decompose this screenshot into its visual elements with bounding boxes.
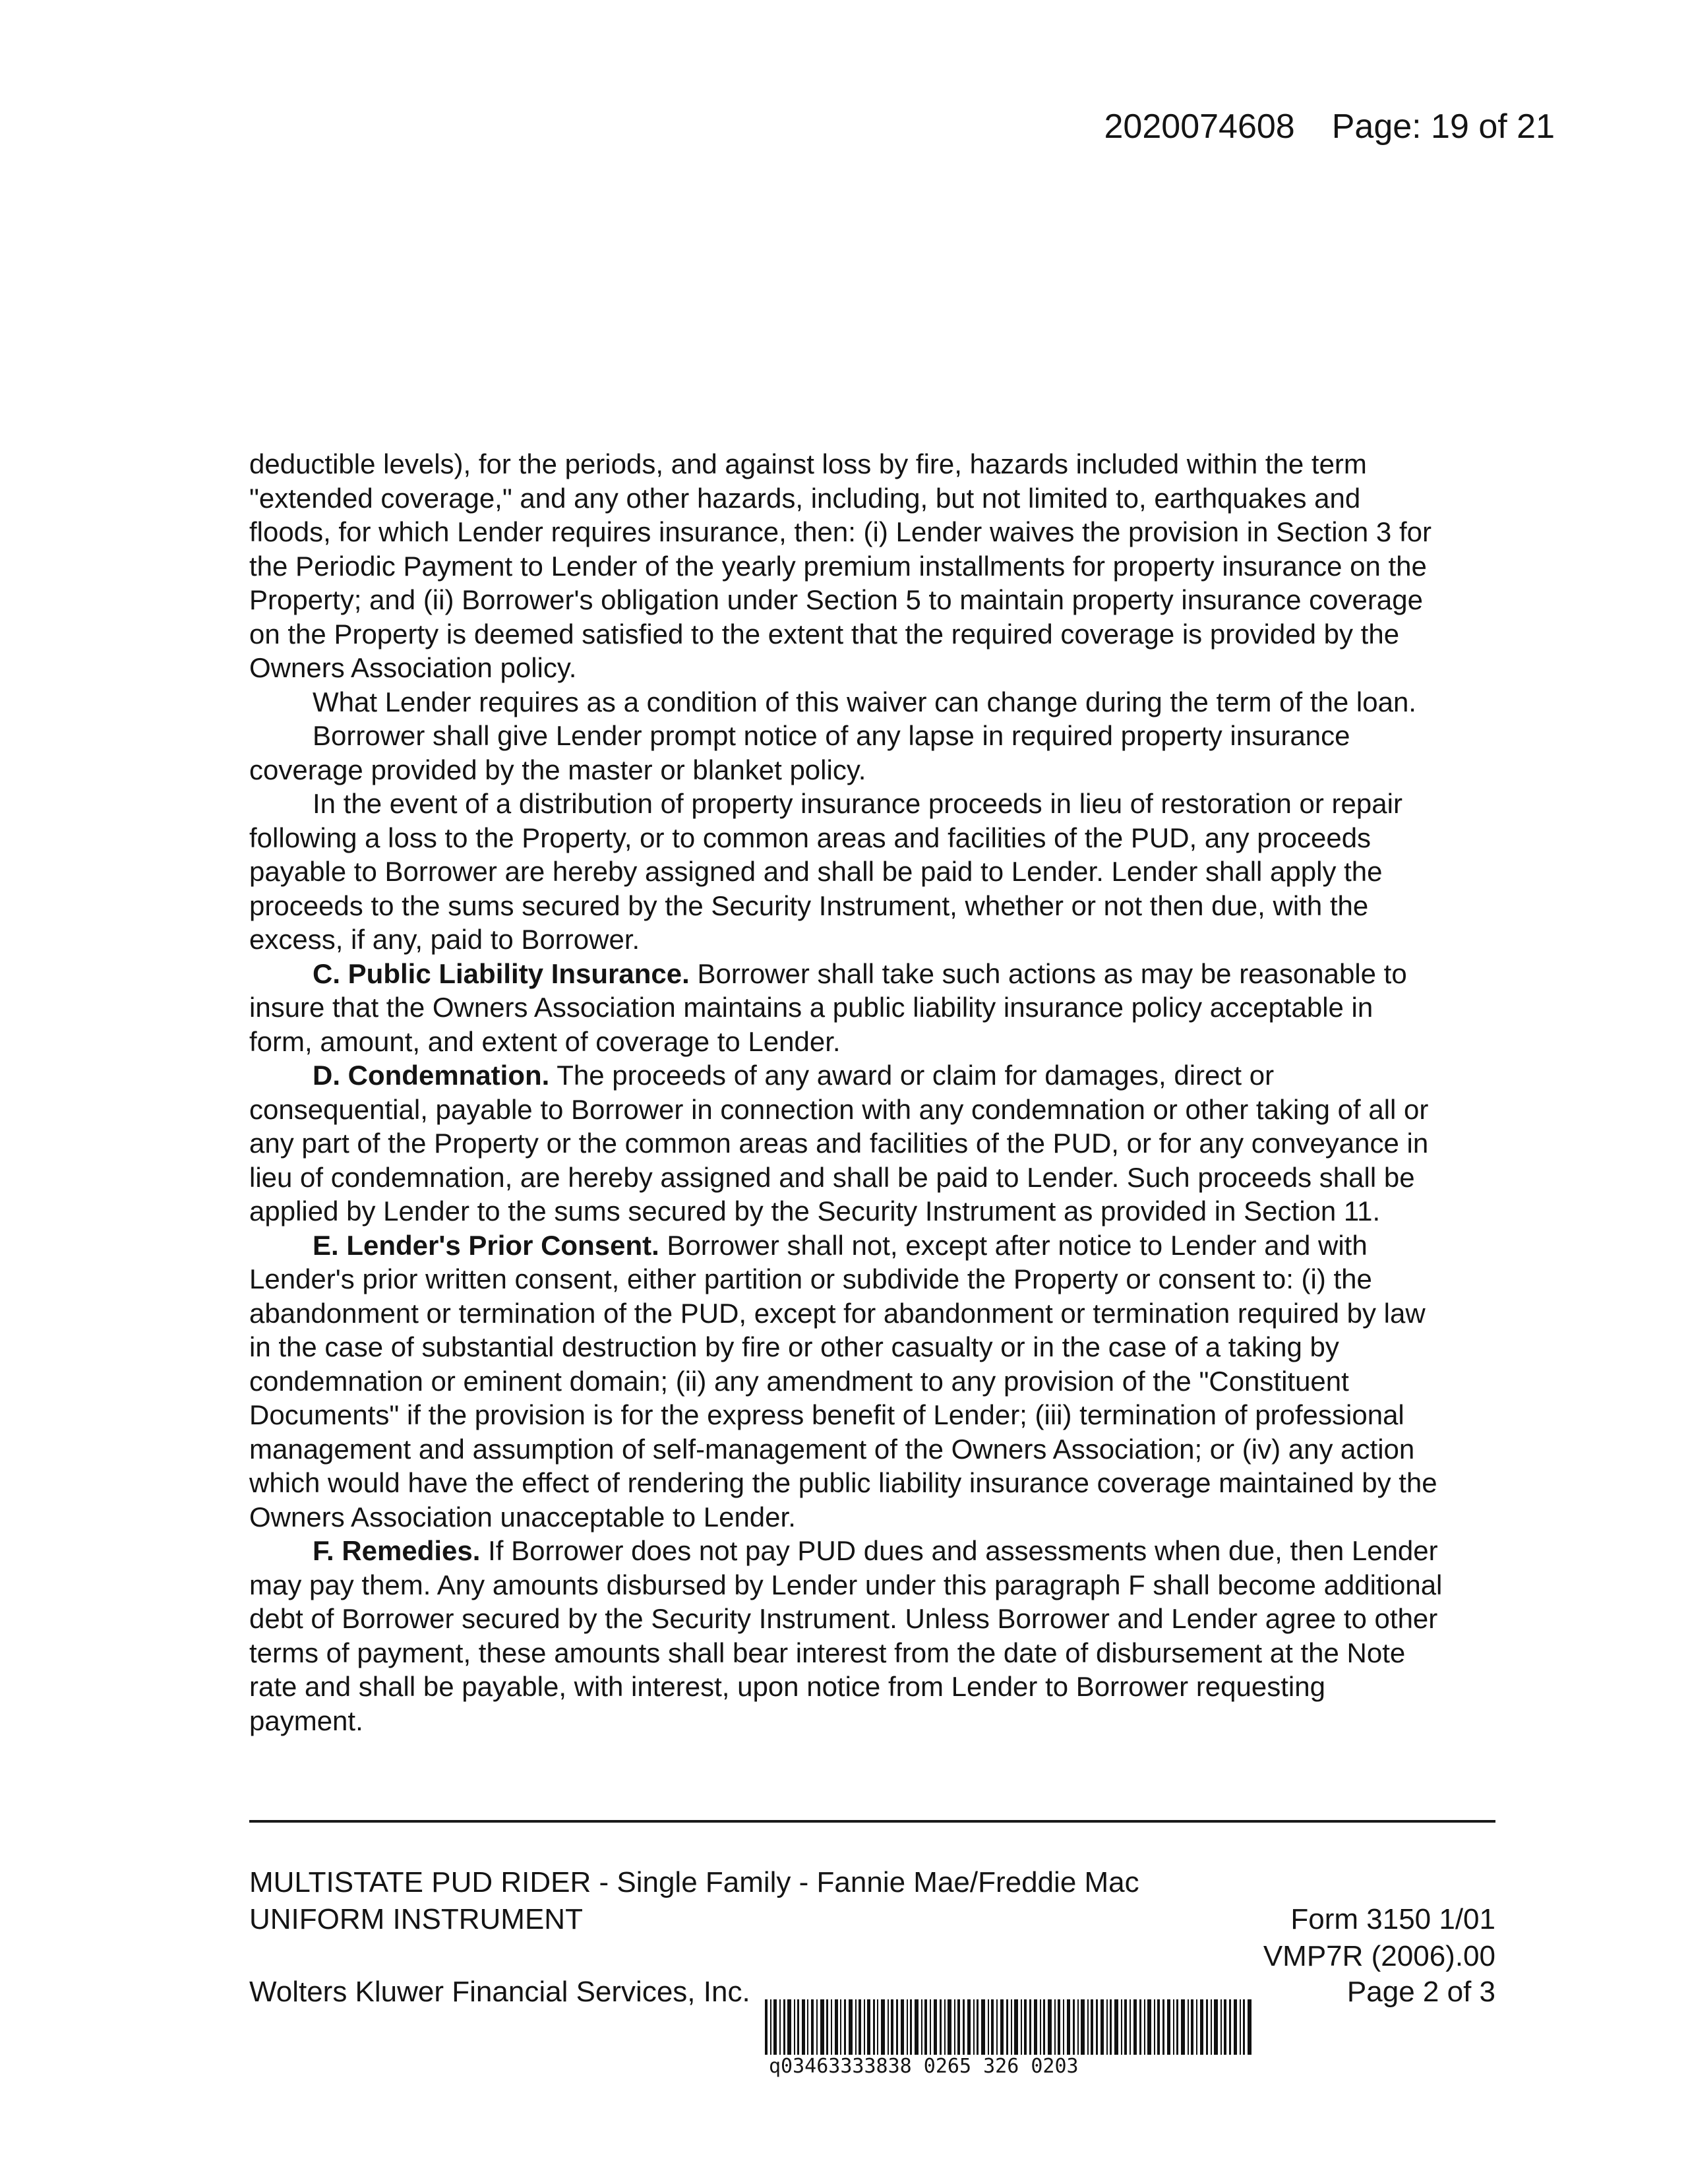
section-c-public-liability	[249, 957, 1443, 1059]
recording-page-label: Page: 19 of 21	[1331, 107, 1555, 146]
footer-page-of: Page 2 of 3	[1346, 1976, 1495, 2008]
document-body	[249, 447, 1443, 1738]
section-d-condemnation	[249, 1058, 1443, 1228]
footer-divider	[249, 1820, 1495, 1823]
section-d-heading: D. Condemnation.	[313, 1060, 550, 1091]
paragraph-lapse-notice: Borrower shall give Lender prompt notice of any lapse in required property insurance coverage provided by the master or blanket policy.	[249, 720, 1350, 785]
footer-publisher: Wolters Kluwer Financial Services, Inc.	[249, 1976, 750, 2008]
section-f-heading: F. Remedies.	[313, 1535, 481, 1566]
barcode	[765, 1999, 1253, 2055]
document-number: 2020074608	[1104, 107, 1295, 146]
paragraph-insurance-proceeds: In the event of a distribution of property insurance proceeds in lieu of restoration or repair following a loss to the Property, or to common areas and facilities of the PUD, any proceeds payable to Borrower are hereby assigned and shall be paid to Lender. Lender shall apply the proceeds to the sums secured by the Security Instrument, whether or not then due, with the excess, if any, paid to Borrower.	[249, 788, 1402, 955]
footer-form-title: MULTISTATE PUD RIDER - Single Family - Fannie Mae/Freddie Mac	[249, 1866, 1139, 1898]
section-c-text: Borrower shall take such actions as may be reasonable to insure that the Owners Association maintains a public liability insurance policy acceptable in form, amount, and extent of coverage to Lender.	[249, 957, 1407, 1057]
section-c-heading: C. Public Liability Insurance.	[313, 957, 690, 989]
section-e-heading: E. Lender's Prior Consent.	[313, 1229, 659, 1261]
footer-form-title-line	[249, 1865, 1495, 1900]
section-e-prior-consent	[249, 1228, 1443, 1534]
section-f-remedies	[249, 1534, 1443, 1738]
section-d-text: The proceeds of any award or claim for damages, direct or consequential, payable to Borrower in connection with any condemnation or other taking of all or any part of the Property or the common areas and facilities of the PUD, or for any conveyance in lieu of condemnation, are hereby assigned and shall be paid to Lender. Such proceeds shall be applied by Lender to the sums secured by the Security Instrument as provided in Section 11.	[249, 1060, 1429, 1227]
barcode-number: q03463333838 0265 326 0203	[769, 2055, 1079, 2078]
footer-instrument-line	[249, 1902, 1495, 1937]
footer-vmp-code: VMP7R (2006).00	[1263, 1940, 1495, 1972]
paragraph-insurance-coverage: deductible levels), for the periods, and against loss by fire, hazards included within the term "extended coverage," and any other hazards, including, but not limited to, earthquakes and floods, for which Lender requires insurance, then: (i) Lender waives the provision in Section 3 for the Periodic Payment to Lender of the yearly premium installments for property insurance on the Property; and (ii) Borrower's obligation under Section 5 to maintain property insurance coverage on the Property is deemed satisfied to the extent that the required coverage is provided by the Owners Association policy.	[249, 448, 1432, 683]
section-f-text: If Borrower does not pay PUD dues and assessments when due, then Lender may pay them. Any amounts disbursed by Lender under this paragraph F shall become additional debt of Borrower secured by the Security Instrument. Unless Borrower and Lender agree to other terms of payment, these amounts shall bear interest from the date of disbursement at the Note rate and shall be payable, with interest, upon notice from Lender to Borrower requesting payment.	[249, 1535, 1443, 1736]
footer-instrument: UNIFORM INSTRUMENT	[249, 1903, 583, 1935]
footer-form-number: Form 3150 1/01	[1290, 1903, 1495, 1935]
section-e-text: Borrower shall not, except after notice to Lender and with Lender's prior written consent, either partition or subdivide the Property or consent to: (i) the abandonment or termination of the PUD, except for abandonment or termination required by law in the case of substantial destruction by fire or other casualty or in the case of a taking by condemnation or eminent domain; (ii) any amendment to any provision of the "Constituent Documents" if the provision is for the express benefit of Lender; (iii) termination of professional management and assumption of self-management of the Owners Association; or (iv) any action which would have the effect of rendering the public liability insurance coverage maintained by the Owners Association unacceptable to Lender.	[249, 1229, 1437, 1532]
page-header	[1104, 106, 1555, 148]
paragraph-waiver-condition: What Lender requires as a condition of this waiver can change during the term of the loan.	[313, 686, 1416, 717]
